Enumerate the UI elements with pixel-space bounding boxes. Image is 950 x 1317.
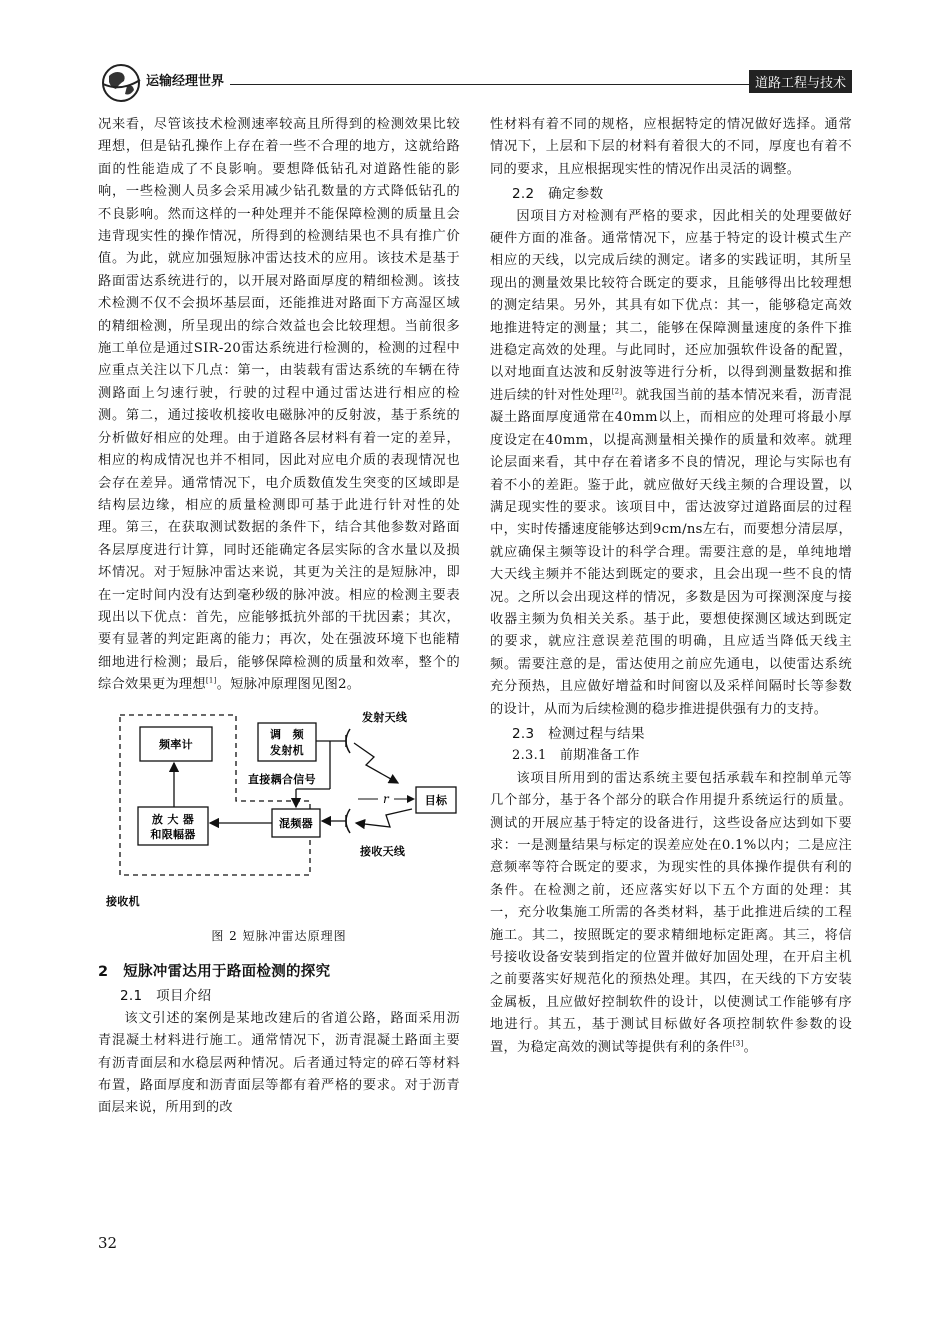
amplifier-label-1: 放 大 器	[151, 812, 195, 826]
amplifier-label-2: 和限幅器	[150, 827, 196, 841]
subsubsection-heading: 2.3.1 前期准备工作	[512, 748, 640, 764]
citation: [2]	[611, 387, 623, 396]
paragraph: 性材料有着不同的规格，应根据特定的情况做好选择。通常情况下，上层和下层的材料有着很大的不同，厚度也有着不同的要求，且应根据现实性的情况作出灵活的调整。	[490, 117, 852, 177]
distance-label: r	[382, 791, 390, 806]
direct-signal-label: 直接耦合信号	[248, 772, 316, 786]
section-title: 道路工程与技术	[749, 70, 852, 93]
page-number: 32	[98, 1234, 118, 1252]
figure-caption: 图 2 短脉冲雷达原理图	[211, 928, 347, 943]
subsection-heading: 2.3 检测过程与结果	[512, 725, 645, 742]
rx-antenna-label: 接收天线	[360, 844, 406, 858]
subsection-heading: 2.1 项目介绍	[120, 988, 212, 1005]
globe-logo-icon	[100, 62, 142, 104]
paragraph: 该文引述的案例是某地改建后的省道公路，路面采用沥青混凝土材料进行施工。通常情况下，沥青混凝土路面主要有沥青面层和水稳层两种情况。后者通过特定的碎石等材料布置，路面厚度和沥青面层等都有着严格的要求。对于沥青面层来说，所用到的改	[98, 1010, 460, 1116]
citation: [3]	[732, 1039, 744, 1048]
mixer-label: 混频器	[279, 816, 313, 830]
paragraph: 况来看，尽管该技术检测速率较高且所得到的检测效果比较理想，但是钻孔操作上存在着一些不合理的地方，这就给路面的性能造成了不良影响。要想降低钻孔对道路性能的影响，一些检测人员多会采用减少钻孔数量的方式降低钻孔的不良影响。然而这样的一种处理并不能保障检测的质量且会违背现实性的操作情况，所得到的检测结果也不具有推广价值。为此，就应加强短脉冲雷达技术的应用。该技术是基于路面雷达系统进行的，以开展对路面厚度的精细检测。该技术检测不仅不会损坏基层面，还能推进对路面下方高湿区域的精细检测，所呈现出的综合效益也会比较理想。当前很多施工单位是通过SIR-20雷达系统进行检测的，检测的过程中应重点关注以下几点：第一，由装载有雷达系统的车辆在待测路面上匀速行驶，行驶的过程中通过雷达进行相应的检测。第二，通过接收机接收电磁脉冲的反射波，基于系统的分析做好相应的处理。由于道路各层材料有着一定的差异，相应的构成情况也并不相同，因此对应电介质的表现情况也会存在差异。通常情况下，电介质数值发生突变的区域即是结构层边缘，相应的质量检测即可基于此进行针对性的处理。第三，在获取测试数据的条件下，结合其他参数对路面各层厚度进行计算，同时还能确定各层实际的含水量以及损坏情况。对于短脉冲雷达来说，其更为关注的是短脉冲，即在一定时间内没有达到毫秒级的脉冲波。相应的检测主要表现出以下优点：首先，应能够抵抗外部的干扰因素；其次，要有显著的判定距离的能力；再次，处在强波环境下也能精细地进行检测；最后，能够保障检测的质量和效率，整个的综合效果更为理想[1]。短脉冲原理图见图2。	[98, 117, 460, 693]
fm-label-1: 调 频	[270, 727, 304, 741]
section-heading: 2 短脉冲雷达用于路面检测的探究	[98, 963, 331, 980]
header-rule	[150, 84, 852, 85]
citation: [1]	[205, 676, 217, 685]
paragraph: 因项目方对检测有严格的要求，因此相关的处理要做好硬件方面的准备。通常情况下，应基于特定的设计模式生产相应的天线，以完成后续的测定。诸多的实践证明，其所呈现出的测量效果比较符合既定的要求，且能够得出比较理想的测定结果。另外，其具有如下优点：其一，能够稳定高效地推进特定的测量；其二，能够在保障测量速度的条件下推进稳定高效的处理。与此同时，还应加强软件设备的配置，以对地面直达波和反射波等进行分析，以得到测量数据和推进后续的针对性处理[2]。就我国当前的基本情况来看，沥青混凝土路面厚度通常在40mm以上，而相应的处理可将最小厚度设定在40mm，以提高测量相关操作的质量和效率。就理论层面来看，其中存在着诸多不良的情况，理论与实际也有着不小的差距。鉴于此，就应做好天线主频的合理设置，以满足现实性的要求。该项目中，雷达波穿过道路面层的过程中，实时传播速度能够达到9cm/ns左右，而要想分清层厚，就应确保主频等设计的科学合理。需要注意的是，单纯地增大天线主频并不能达到既定的要求，且会出现一些不良的情况。之所以会出现这样的情况，多数是因为可探测深度与接收器主频为负相关关系。基于此，要想使探测区域达到既定的要求，就应注意误差范围的明确，且应适当降低天线主频。需要注意的是，雷达使用之前应先通电，以使雷达系统充分预热，且应做好增益和时间窗以及采样间隔时长等参数的设计，从而为后续检测的稳步推进提供强有力的支持。	[490, 208, 852, 717]
receiver-label: 接收机	[106, 894, 140, 908]
target-label: 目标	[424, 793, 448, 807]
radar-diagram	[98, 705, 460, 919]
subsection-heading: 2.2 确定参数	[512, 186, 604, 203]
page-header	[100, 62, 852, 96]
tx-antenna-label: 发射天线	[362, 710, 408, 724]
freq-meter-label: 频率计	[159, 737, 193, 751]
magazine-title: 运输经理世界	[146, 70, 230, 89]
left-column	[98, 114, 460, 1120]
fm-label-2: 发射机	[270, 743, 304, 757]
right-column	[490, 114, 852, 1059]
paragraph: 该项目所用到的雷达系统主要包括承载车和控制单元等几个部分，基于各个部分的联合作用提升系统运行的质量。测试的开展应基于特定的设备进行，这些设备应达到如下要求：一是测量结果与标定的误差应处在0.1%以内；二是应注意频率等符合既定的要求，为现实性的具体操作提供有利的条件。在检测之前，还应落实好以下五个方面的处理：其一，充分收集施工所需的各类材料，基于此推进后续的工程施工。其二，按照既定的要求精细地标定距离。其三，将信号接收设备安装到指定的位置并做好加固处理，在开启主机之前要落实好规范化的预热处理。其四，在天线的下方安装金属板，且应做好控制软件的设计，以使测试工作能够有序地进行。其五，基于测试目标做好各项控制软件参数的设置，为稳定高效的测试等提供有利的条件[3]。	[490, 770, 852, 1055]
